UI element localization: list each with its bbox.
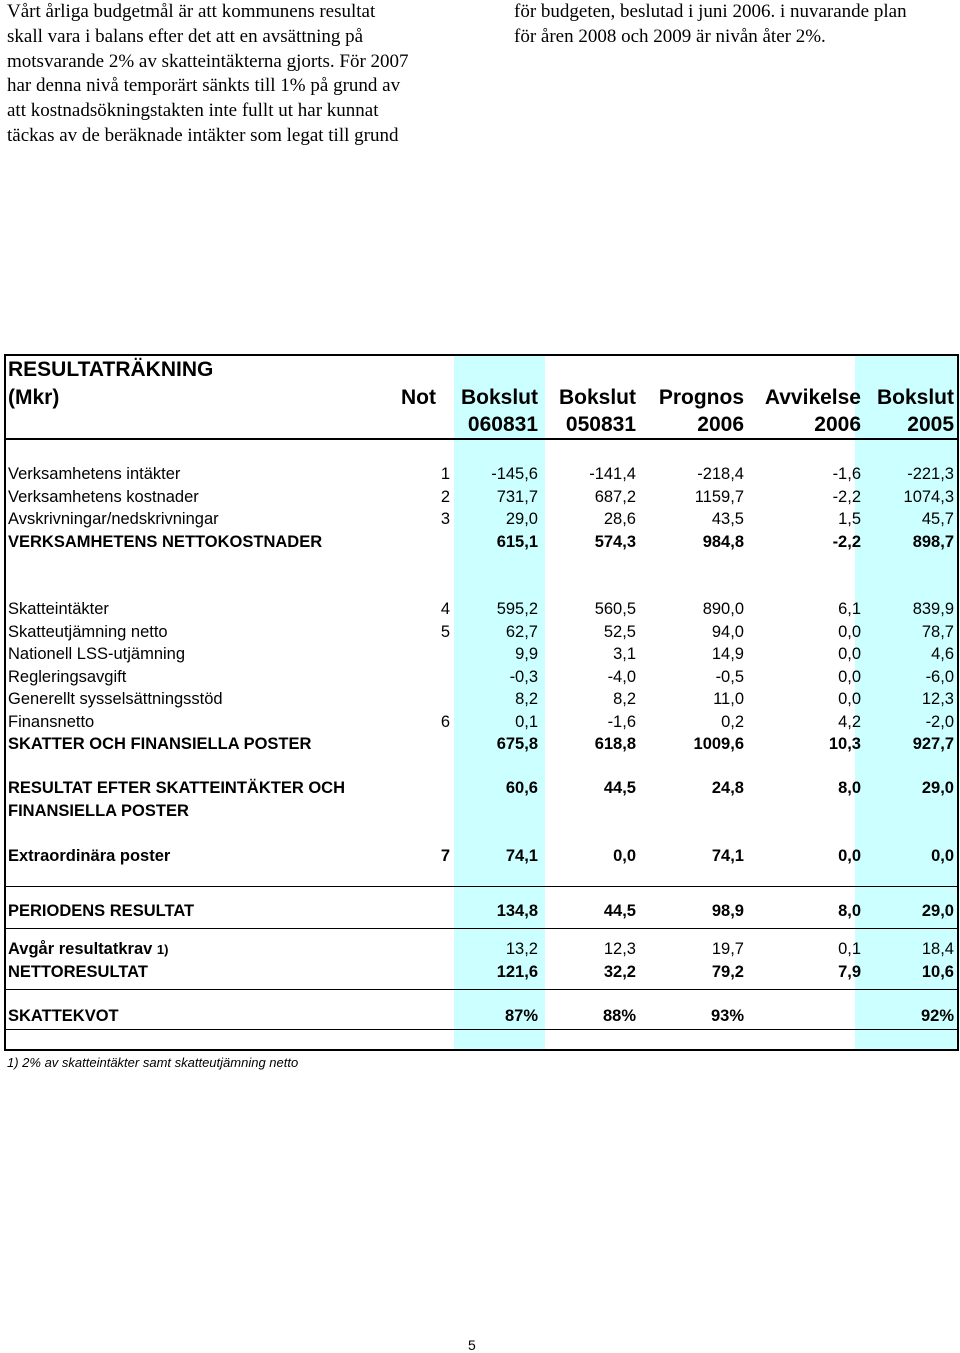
intro-line: att kostnadsökningstakten inte fullt ut har kunnat xyxy=(7,100,379,122)
row-value: 0,0 xyxy=(838,846,861,865)
row-value: 9,9 xyxy=(515,645,538,663)
row-value: 8,0 xyxy=(838,902,861,920)
row-value: -0,5 xyxy=(715,667,744,686)
table-row xyxy=(6,598,957,621)
footnote-marker: 1) xyxy=(156,942,169,957)
row-value: 0,0 xyxy=(838,667,861,686)
header-col-period: 050831 xyxy=(565,413,636,436)
header-not: Not xyxy=(401,386,436,409)
row-label: Generellt sysselsättningsstöd xyxy=(8,690,223,708)
row-value: 13,2 xyxy=(505,940,538,958)
row-value: 14,9 xyxy=(711,645,744,663)
row-value: 8,2 xyxy=(515,690,538,708)
row-value: -1,6 xyxy=(607,712,636,731)
row-value: -2,2 xyxy=(832,487,861,506)
row-value: 0,1 xyxy=(515,712,538,731)
row-value: 10,3 xyxy=(828,735,861,753)
row-value: 0,1 xyxy=(838,940,861,958)
row-value: 93% xyxy=(710,1007,744,1025)
table-row xyxy=(6,643,957,666)
row-value: 7,9 xyxy=(838,962,861,981)
row-value: 74,1 xyxy=(505,846,538,865)
row-value: 79,2 xyxy=(711,962,744,981)
row-value: 12,3 xyxy=(921,690,954,708)
row-note: 1 xyxy=(440,465,450,483)
row-value: 1159,7 xyxy=(694,487,744,506)
row-value: 0,0 xyxy=(838,622,861,641)
row-label: RESULTAT EFTER SKATTEINTÄKTER OCH xyxy=(8,779,346,797)
row-value: 98,9 xyxy=(711,902,744,920)
row-value: 3,1 xyxy=(613,645,636,663)
table-title: RESULTATRÄKNING xyxy=(8,358,214,381)
row-value: 8,2 xyxy=(613,690,636,708)
row-label: Extraordinära poster xyxy=(8,846,171,865)
header-unit: (Mkr) xyxy=(8,386,60,409)
header-col: Prognos xyxy=(658,386,744,409)
row-label: Skatteintäkter xyxy=(8,600,109,618)
row-value: -2,0 xyxy=(925,712,954,731)
row-value: 731,7 xyxy=(496,487,538,506)
row-value: 0,0 xyxy=(838,645,861,663)
row-label: SKATTER OCH FINANSIELLA POSTER xyxy=(8,735,312,753)
row-note: 2 xyxy=(440,487,450,506)
row-note: 7 xyxy=(440,846,450,865)
header-row xyxy=(6,384,957,412)
row-value: -4,0 xyxy=(607,667,636,686)
row-value: 29,0 xyxy=(505,510,538,528)
row-value: 1,5 xyxy=(838,510,861,528)
row-value: 60,6 xyxy=(505,779,538,797)
row-value: 595,2 xyxy=(496,600,538,618)
row-label: Nationell LSS-utjämning xyxy=(8,645,186,663)
row-value: -218,4 xyxy=(697,465,744,483)
table-row xyxy=(6,486,957,509)
row-value: 0,0 xyxy=(613,846,636,865)
row-label: Verksamhetens kostnader xyxy=(8,487,199,506)
section-divider xyxy=(6,886,957,887)
table-row-total xyxy=(6,1005,957,1028)
row-label: PERIODENS RESULTAT xyxy=(8,902,195,920)
table-row xyxy=(6,666,957,689)
header-col: Bokslut xyxy=(558,386,636,409)
table-row xyxy=(6,621,957,644)
row-label: SKATTEKVOT xyxy=(8,1007,119,1025)
header-col-period: 2006 xyxy=(814,413,861,436)
row-value: 43,5 xyxy=(711,510,744,528)
row-value: 44,5 xyxy=(603,779,636,797)
row-note: 6 xyxy=(440,712,450,731)
row-value: 78,7 xyxy=(921,622,954,641)
row-value: 52,5 xyxy=(603,622,636,641)
row-value: 927,7 xyxy=(912,735,954,753)
row-value: 28,6 xyxy=(603,510,636,528)
row-value: 10,6 xyxy=(921,962,954,981)
row-label: NETTORESULTAT xyxy=(8,962,148,981)
income-statement-table xyxy=(4,354,959,1051)
page-number: 5 xyxy=(468,1337,476,1353)
header-col-period: 2005 xyxy=(907,413,954,436)
table-row-total xyxy=(6,900,957,923)
row-value: 687,2 xyxy=(594,487,636,506)
row-label: Verksamhetens intäkter xyxy=(8,465,181,483)
header-col-period: 060831 xyxy=(467,413,538,436)
intro-line: Vårt årliga budgetmål är att kommunens resultat xyxy=(7,1,376,22)
footnote: 1) 2% av skatteintäkter samt skatteutjämning netto xyxy=(7,1055,299,1070)
table-row-total xyxy=(6,733,957,756)
row-label: Finansnetto xyxy=(8,712,95,731)
row-value: 74,1 xyxy=(711,846,744,865)
section-divider xyxy=(6,1029,957,1030)
row-label-text: Avgår resultatkrav xyxy=(8,940,153,958)
row-value: 574,3 xyxy=(594,532,636,551)
row-label: Regleringsavgift xyxy=(8,667,127,686)
row-value: 62,7 xyxy=(505,622,538,641)
table-row xyxy=(6,463,957,486)
row-value: 675,8 xyxy=(496,735,538,753)
row-value: 29,0 xyxy=(921,779,954,797)
row-value: 984,8 xyxy=(702,532,744,551)
table-row-continuation xyxy=(6,800,957,823)
row-value: -1,6 xyxy=(832,465,861,483)
intro-line: för budgeten, beslutad i juni 2006. i nuvarande plan xyxy=(514,1,907,22)
row-value: 45,7 xyxy=(921,510,954,528)
row-value: 6,1 xyxy=(838,600,861,618)
intro-line: för åren 2008 och 2009 är nivån åter 2%. xyxy=(514,25,826,47)
row-value: 12,3 xyxy=(603,940,636,958)
row-value: 18,4 xyxy=(921,940,954,958)
row-value: 94,0 xyxy=(711,622,744,641)
table-row xyxy=(6,688,957,711)
header-col: Bokslut xyxy=(460,386,538,409)
row-note: 5 xyxy=(440,622,450,641)
intro-line: skall vara i balans efter det att en avsättning på xyxy=(7,25,364,47)
row-value: -2,2 xyxy=(832,532,861,551)
row-label: Avskrivningar/nedskrivningar xyxy=(8,510,219,528)
row-value: 560,5 xyxy=(594,600,636,618)
row-label: VERKSAMHETENS NETTOKOSTNADER xyxy=(8,532,323,551)
row-value: 0,0 xyxy=(931,846,954,865)
row-value: 29,0 xyxy=(921,902,954,920)
row-value: 618,8 xyxy=(594,735,636,753)
row-value: 0,2 xyxy=(721,712,744,731)
row-value: 0,0 xyxy=(838,690,861,708)
row-label: Skatteutjämning netto xyxy=(8,622,168,641)
row-label xyxy=(8,938,168,962)
row-value: 898,7 xyxy=(912,532,954,551)
row-value: -6,0 xyxy=(925,667,954,686)
row-value: 1009,6 xyxy=(693,735,744,753)
row-value: 88% xyxy=(602,1007,636,1025)
table-row-total xyxy=(6,777,957,800)
row-value: 615,1 xyxy=(496,532,538,551)
row-value: 4,6 xyxy=(931,645,954,663)
table-row-total xyxy=(6,531,957,554)
header-row-2 xyxy=(6,411,957,439)
row-value: 4,2 xyxy=(838,712,861,731)
intro-line: motsvarande 2% av skatteintäkterna gjorts. För 2007 xyxy=(7,50,409,72)
row-value: 24,8 xyxy=(711,779,744,797)
row-value: -141,4 xyxy=(589,465,636,483)
row-note: 3 xyxy=(440,510,450,528)
header-col: Bokslut xyxy=(876,386,954,409)
section-divider xyxy=(6,928,957,929)
table-row-total xyxy=(6,961,957,984)
header-col: Avvikelse xyxy=(764,386,861,409)
intro-left-column xyxy=(7,0,447,149)
section-divider xyxy=(6,989,957,990)
table-row xyxy=(6,711,957,734)
row-value: 121,6 xyxy=(496,962,538,981)
table-row xyxy=(6,508,957,531)
row-value: 44,5 xyxy=(603,902,636,920)
row-value: 32,2 xyxy=(603,962,636,981)
row-value: 19,7 xyxy=(711,940,744,958)
row-note: 4 xyxy=(440,600,450,618)
intro-line: täckas av de beräknade intäkter som legat till grund xyxy=(7,124,399,146)
intro-right-column xyxy=(514,0,954,50)
table-row xyxy=(6,938,957,961)
header-divider xyxy=(6,438,957,440)
row-value: 1074,3 xyxy=(903,487,954,506)
row-value: 8,0 xyxy=(838,779,861,797)
row-value: 92% xyxy=(920,1007,954,1025)
row-value: 839,9 xyxy=(912,600,954,618)
header-col-period: 2006 xyxy=(697,413,744,436)
row-value: -221,3 xyxy=(907,465,954,483)
row-value: 11,0 xyxy=(713,690,744,708)
table-row-total xyxy=(6,845,957,868)
row-value: -145,6 xyxy=(491,465,538,483)
row-value: 134,8 xyxy=(496,902,538,920)
row-value: -0,3 xyxy=(509,667,538,686)
intro-line: har denna nivå temporärt sänkts till 1% på grund av xyxy=(7,75,401,97)
row-value: 87% xyxy=(504,1007,538,1025)
row-label: FINANSIELLA POSTER xyxy=(8,801,189,820)
row-value: 890,0 xyxy=(702,600,744,618)
